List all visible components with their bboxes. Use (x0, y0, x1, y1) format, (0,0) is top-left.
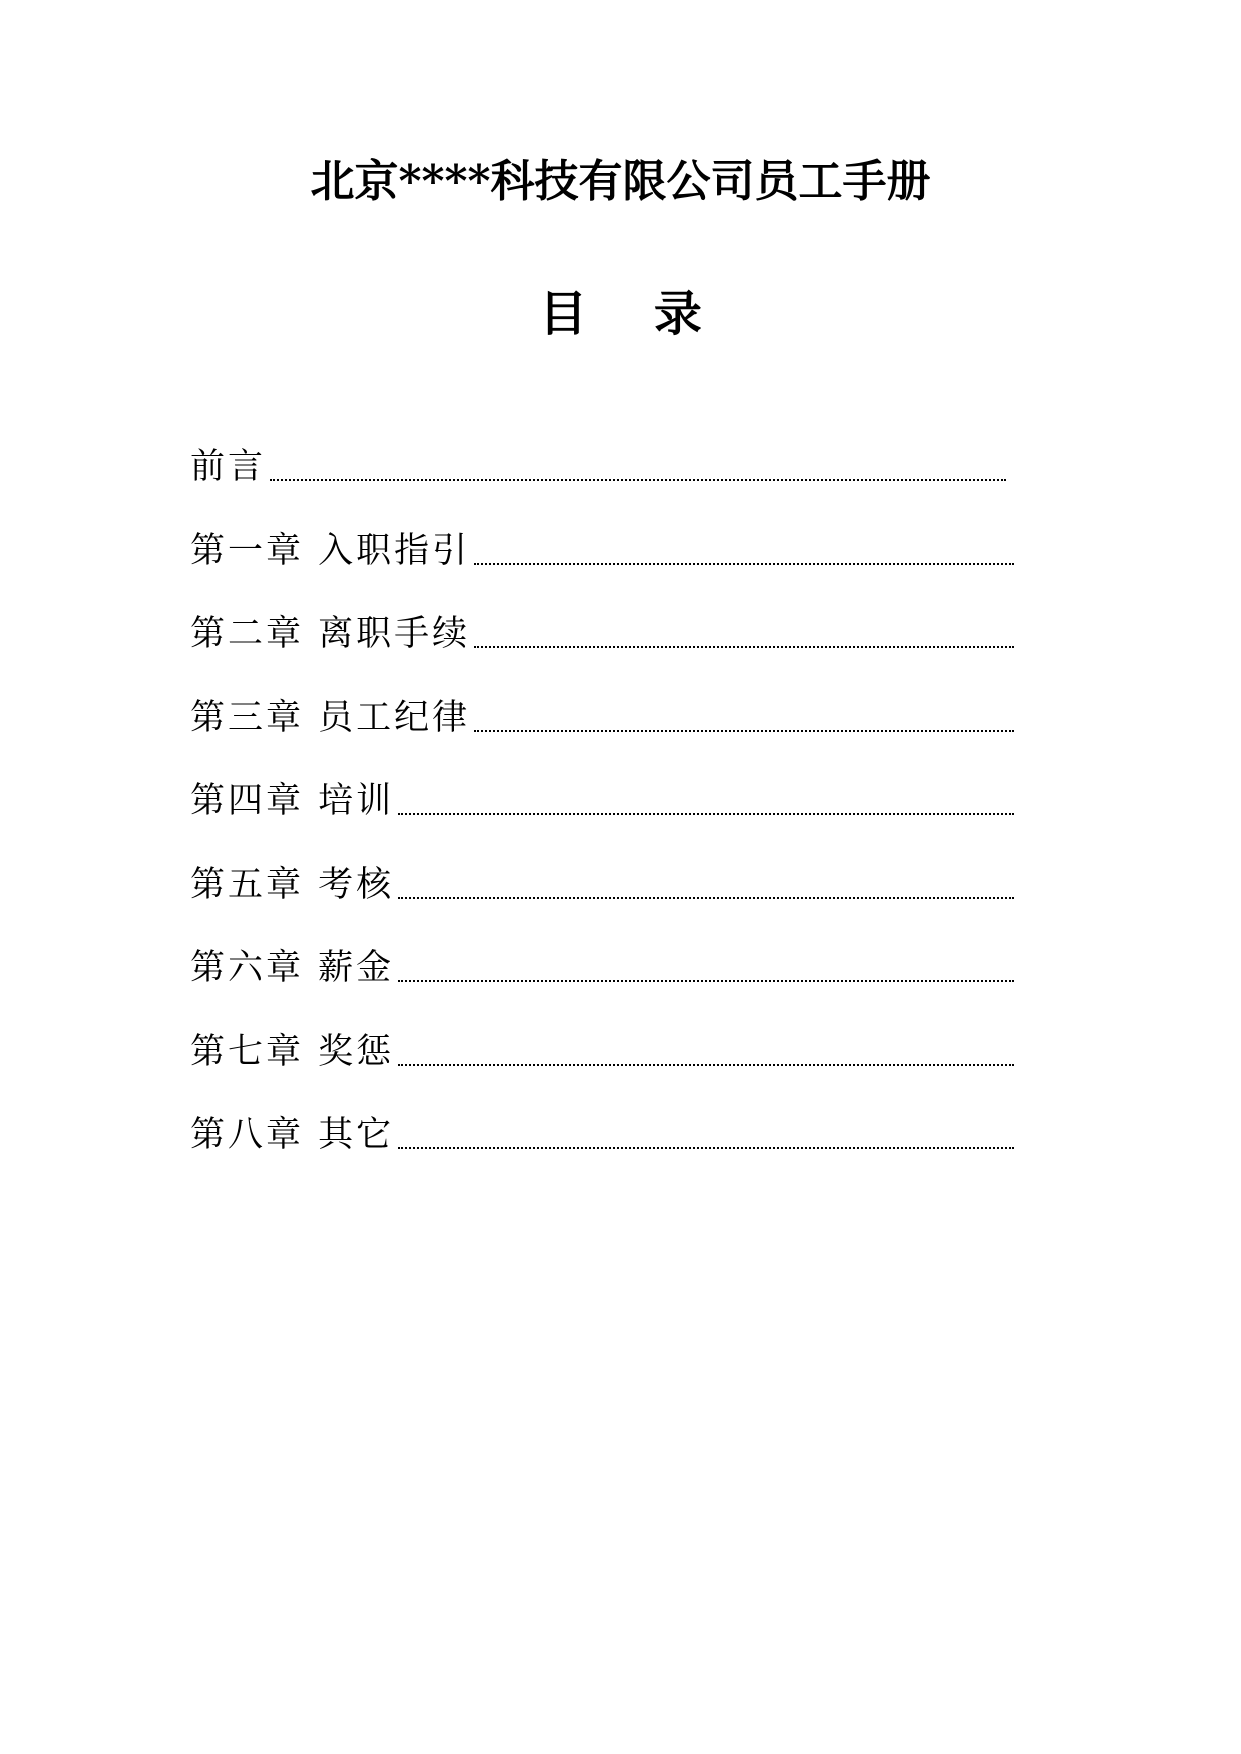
toc-entry-chapter-3[interactable] (190, 691, 1014, 741)
toc-entry-label: 第六章 薪金 (190, 948, 395, 988)
toc-entry-label: 第八章 其它 (190, 1115, 395, 1155)
toc-entry-chapter-5[interactable] (190, 858, 1014, 908)
dot-leader (474, 646, 1014, 648)
table-of-contents (190, 440, 1014, 1192)
toc-entry-chapter-4[interactable] (190, 774, 1014, 824)
dot-leader (398, 1064, 1014, 1066)
toc-entry-label: 第三章 员工纪律 (190, 697, 471, 738)
toc-entry-label: 第四章 培训 (190, 781, 395, 821)
dot-leader (398, 813, 1014, 815)
dot-leader (474, 730, 1014, 732)
toc-entry-label: 第七章 奖惩 (190, 1031, 395, 1072)
dot-leader (398, 1147, 1014, 1149)
toc-heading: 目 录 (539, 286, 702, 342)
toc-entry-label: 第五章 考核 (190, 864, 395, 905)
document-title: 北京****科技有限公司员工手册 (310, 156, 931, 207)
dot-leader (270, 479, 1006, 481)
toc-entry-label: 第一章 入职指引 (190, 530, 471, 571)
dot-leader (474, 563, 1014, 565)
toc-entry-chapter-8[interactable] (190, 1108, 1014, 1158)
toc-entry-label: 前言 (190, 447, 267, 487)
dot-leader (398, 897, 1014, 899)
toc-entry-chapter-6[interactable] (190, 941, 1014, 991)
toc-entry-chapter-1[interactable] (190, 524, 1014, 574)
toc-entry-preface[interactable] (190, 440, 1014, 490)
toc-entry-label: 第二章 离职手续 (190, 614, 471, 654)
toc-entry-chapter-7[interactable] (190, 1025, 1014, 1075)
dot-leader (398, 980, 1014, 982)
toc-entry-chapter-2[interactable] (190, 607, 1014, 657)
